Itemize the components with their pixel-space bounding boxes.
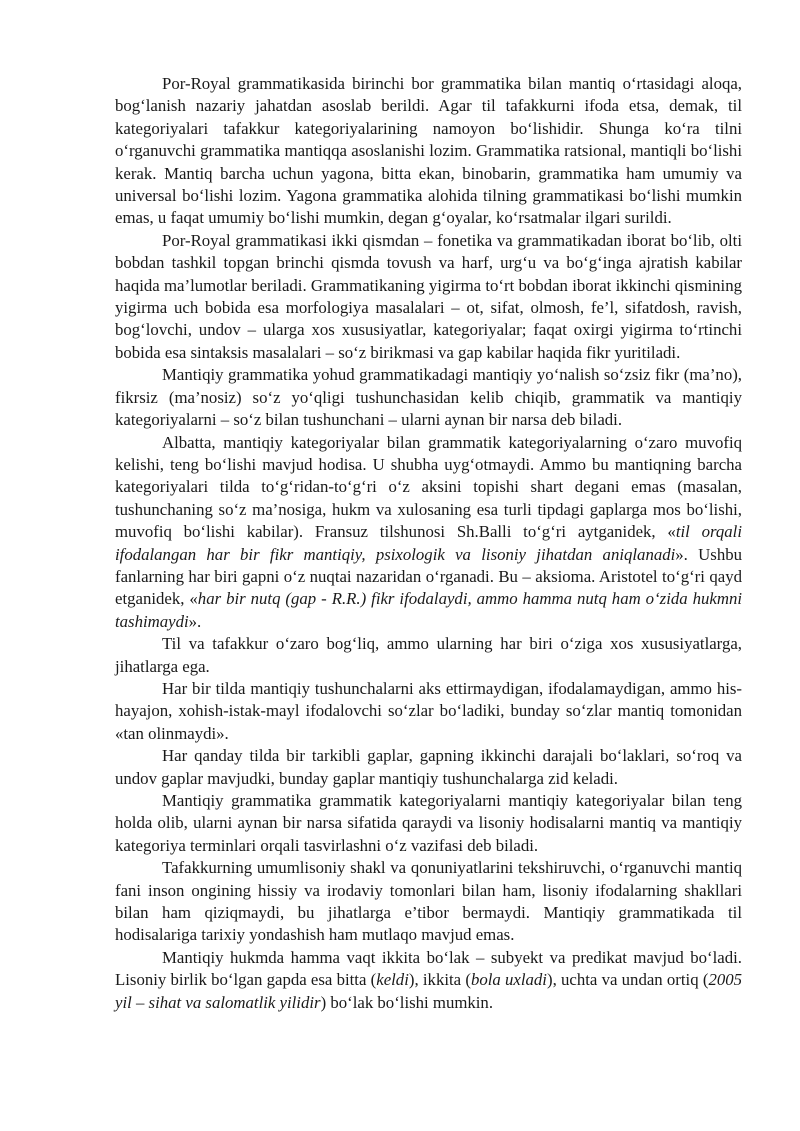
paragraph bbox=[115, 790, 742, 857]
text-run: Til va tafakkur o‘zaro bog‘liq, ammo ularning har biri o‘ziga xos xususiyatlarga, jihatlarga ega. bbox=[115, 634, 742, 676]
text-run: ». Ushbu fanlarning har biri gapni o‘z nuqtai nazaridan o‘rganadi. Bu – aksioma. Aristotel to‘g‘ri qayd etganidek, « bbox=[115, 544, 742, 609]
paragraph bbox=[115, 678, 742, 745]
paragraph bbox=[115, 633, 742, 678]
text-run: Mantiqiy grammatika yohud grammatikadagi mantiqiy yo‘nalish so‘zsiz fikr (ma’no), fikrsiz (ma’nosiz) so‘z yo‘qligi tushunchasidan kelib chiqib, grammatik va mantiqiy kategoriyalarni – so‘z bilan tushunchani – ularni aynan bir narsa deb biladi. bbox=[115, 365, 742, 430]
italic-text-run: til orqali ifodalangan har bir fikr mantiqiy, psixologik va lisoniy jihatdan aniqlanadi bbox=[115, 522, 742, 564]
italic-text-run: keldi bbox=[376, 970, 409, 990]
text-run: Por-Royal grammatikasi ikki qismdan – fonetika va grammatikadan iborat bo‘lib, olti bobdan tashkil topgan brinchi qismda tovush va harf, urg‘u va bo‘g‘inga ajratish kabilar haqida ma’lumotlar beriladi. Grammatikaning yigirma to‘rt bobdan iborat ikkinchi qismining yigirma uch bobida esa morfologiya masalalari – ot, sifat, olmosh, fe’l, sifatdosh, ravish, bog‘lovchi, undov – ularga xos xususiyatlar, kategoriyalar; faqat oxirgi yigirma to‘rtinchi bobida esa sintaksis masalalari – so‘z birikmasi va gap kabilar haqida fikr yuritiladi. bbox=[115, 230, 742, 362]
text-run: ), ikkita ( bbox=[408, 970, 471, 990]
text-run: Tafakkurning umumlisoniy shakl va qonuniyatlarini tekshiruvchi, o‘rganuvchi mantiq fani inson ongining hissiy va irodaviy tomonlari bilan ham, lisoniy ifodalarning shakllari bilan ham qiziqmaydi, bu jihatlarga e’tibor bermaydi. Mantiqiy grammatikada til hodisalariga tarixiy yondashish ham mutlaqo mavjud emas. bbox=[115, 858, 742, 945]
text-run: ) bo‘lak bo‘lishi mumkin. bbox=[320, 992, 494, 1012]
italic-text-run: bola uxladi bbox=[470, 970, 547, 990]
paragraph bbox=[115, 364, 742, 431]
text-run: Har bir tilda mantiqiy tushunchalarni aks ettirmaydigan, ifodalamaydigan, ammo his-hayajon, xohish-istak-mayl ifodalovchi so‘zlar bo‘ladiki, bunday so‘zlar mantiq tomonidan «tan olinmaydi». bbox=[115, 678, 742, 743]
paragraph bbox=[115, 745, 742, 790]
text-run: Por-Royal grammatikasida birinchi bor grammatika bilan mantiq o‘rtasidagi aloqa, bog‘lanish nazariy jahatdan asoslab berildi. Agar til tafakkurni ifoda etsa, demak, til kategoriyalari tafakkur kategoriyalarining namoyon bo‘lishidir. Shunga ko‘ra tilni o‘rganuvchi grammatika mantiqqa asoslanishi lozim. Grammatika ratsional, mantiqli bo‘lishi kerak. Mantiq barcha uchun yagona, bitta ekan, binobarin, grammatika ham umumiy va universal bo‘lishi lozim. Yagona grammatika alohida tilning grammatikasi bo‘lishi mumkin emas, u faqat umumiy bo‘lishi mumkin, degan g‘oyalar, ko‘rsatmalar ilgari surildi. bbox=[115, 74, 742, 228]
text-run: Mantiqiy hukmda hamma vaqt ikkita bo‘lak – subyekt va predikat mavjud bo‘ladi. Lisoniy birlik bo‘lgan gapda esa bitta ( bbox=[115, 947, 742, 990]
text-run: ), uchta va undan ortiq ( bbox=[546, 970, 709, 990]
italic-text-run: 2005 yil – sihat va salomatlik yilidir bbox=[115, 970, 743, 1012]
text-run: Har qanday tilda bir tarkibli gaplar, gapning ikkinchi darajali bo‘laklari, so‘roq va undov gaplar mavjudki, bunday gaplar mantiqiy tushunchalarga zid keladi. bbox=[115, 746, 742, 788]
paragraph bbox=[115, 432, 742, 634]
text-run: ». bbox=[188, 611, 202, 631]
text-run: Mantiqiy grammatika grammatik kategoriyalarni mantiqiy kategoriyalar bilan teng holda olib, ularni aynan bir narsa sifatida qaraydi va lisoniy hodisalarni mantiq va mantiqiy kategoriya terminlari orqali tasvirlashni o‘z vazifasi deb biladi. bbox=[115, 791, 742, 855]
paragraph bbox=[115, 947, 742, 1014]
paragraph bbox=[115, 857, 742, 947]
text-run: Albatta, mantiqiy kategoriyalar bilan grammatik kategoriyalarning o‘zaro muvofiq kelishi, teng bo‘lishi mavjud hodisa. U shubha uyg‘otmaydi. Ammo bu mantiqning barcha kategoriyalari tilda to‘g‘ridan-to‘g‘ri o‘z aksini topishi shart degani emas (masalan, tushunchaning so‘z ma’nosiga, hukm va xulosaning esa turli tipdagi gaplarga mos bo‘lishi, muvofiq bo‘lishi kabilar). Fransuz tilshunosi Sh.Balli to‘g‘ri aytganidek, « bbox=[115, 432, 742, 542]
paragraph bbox=[115, 230, 742, 364]
paragraph bbox=[115, 73, 742, 230]
italic-text-run: har bir nutq (gap - R.R.) fikr ifodalaydi, ammo hamma nutq ham o‘zida hukmni tashimaydi bbox=[115, 589, 743, 631]
